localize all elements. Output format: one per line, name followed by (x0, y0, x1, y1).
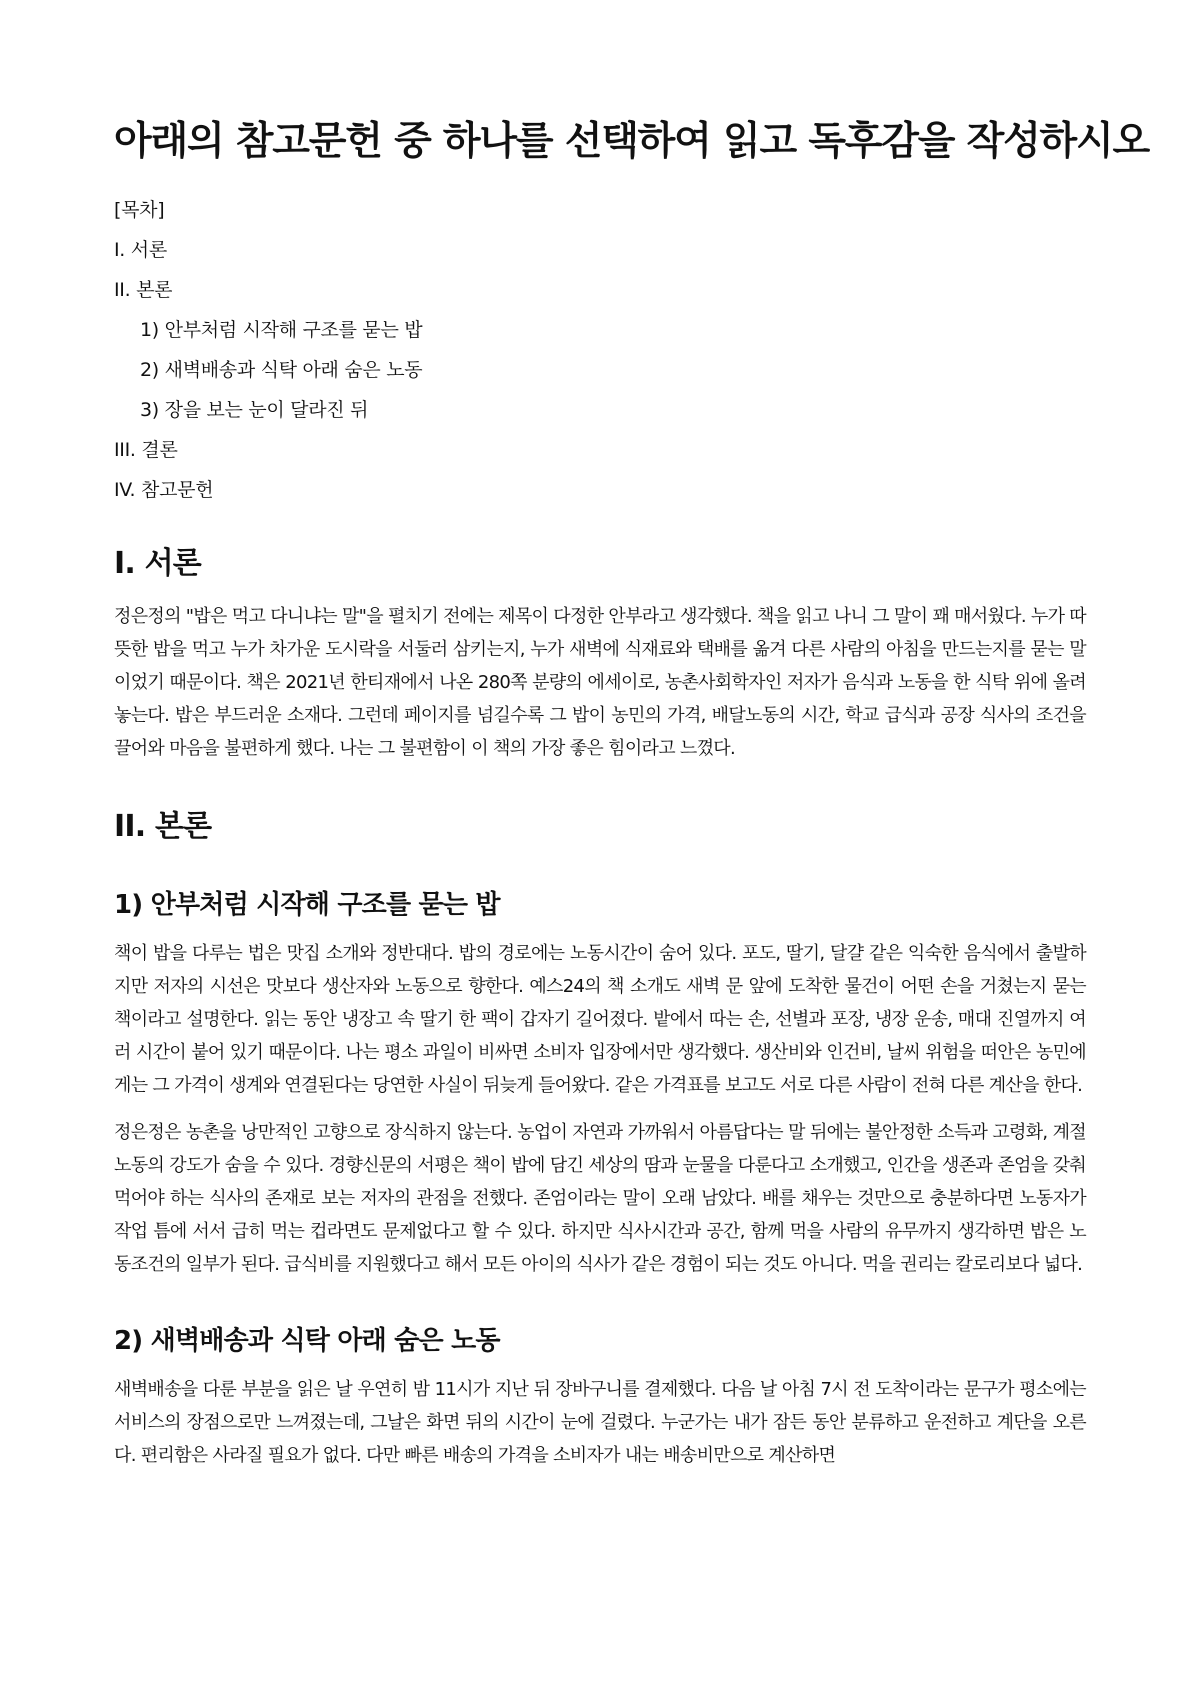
document-title: 아래의 참고문헌 중 하나를 선택하여 읽고 독후감을 작성하시오 (114, 119, 1149, 164)
table-of-contents (114, 198, 1086, 502)
toc-item-conclusion: III. 결론 (114, 439, 178, 461)
toc-heading: [목차] (114, 199, 165, 221)
body-paragraph: 책이 밥을 다루는 법은 맛집 소개와 정반대다. 밥의 경로에는 노동시간이 숨어 있다. 포도, 딸기, 달걀 같은 익숙한 음식에서 출발하지만 저자의 시선은 맛보다 생산자와 노동으로 향한다. 예스24의 책 소개도 새벽 문 앞에 도착한 물건이 어떤 손을 거쳤는지 묻는 책이라고 설명한다. 읽는 동안 냉장고 속 딸기 한 팩이 갑자기 길어졌다. 밭에서 따는 손, 선별과 포장, 냉장 운송, 매대 진열까지 여러 시간이 붙어 있기 때문이다. 나는 평소 과일이 비싸면 소비자 입장에서만 생각했다. 생산비와 인건비, 날씨 위험을 떠안은 농민에게는 그 가격이 생계와 연결된다는 당연한 사실이 뒤늦게 들어왔다. 같은 가격표를 보고도 서로 다른 사람이 전혀 다른 계산을 한다. (114, 943, 1086, 1096)
body-paragraph: 새벽배송을 다룬 부분을 읽은 날 우연히 밤 11시가 지난 뒤 장바구니를 결제했다. 다음 날 아침 7시 전 도착이라는 문구가 평소에는 서비스의 장점으로만 느껴졌는데, 그날은 화면 뒤의 시간이 눈에 걸렸다. 누군가는 내가 잠든 동안 분류하고 운전하고 계단을 오른다. 편리함은 사라질 필요가 없다. 다만 빠른 배송의 가격을 소비자가 내는 배송비만으로 계산하면 (114, 1379, 1086, 1466)
section-heading-body: II. 본론 (114, 809, 212, 844)
toc-item-intro: I. 서론 (114, 239, 167, 261)
body-paragraph: 정은정은 농촌을 낭만적인 고향으로 장식하지 않는다. 농업이 자연과 가까워서 아름답다는 말 뒤에는 불안정한 소득과 고령화, 계절노동의 강도가 숨을 수 있다. 경향신문의 서평은 책이 밥에 담긴 세상의 땀과 눈물을 다룬다고 소개했고, 인간을 생존과 존엄을 갖춰 먹어야 하는 식사의 존재로 보는 저자의 관점을 전했다. 존엄이라는 말이 오래 남았다. 배를 채우는 것만으로 충분하다면 노동자가 작업 틈에 서서 급히 먹는 컵라면도 문제없다고 할 수 있다. 하지만 식사시간과 공간, 함께 먹을 사람의 유무까지 생각하면 밥은 노동조건의 일부가 된다. 급식비를 지원했다고 해서 모든 아이의 식사가 같은 경험이 되는 것도 아니다. 먹을 권리는 칼로리보다 넓다. (114, 1122, 1086, 1275)
toc-item-body-3: 3) 장을 보는 눈이 달라진 뒤 (140, 399, 369, 421)
subsection-heading-1: 1) 안부처럼 시작해 구조를 묻는 밥 (114, 890, 500, 920)
section-heading-intro: I. 서론 (114, 546, 201, 581)
toc-item-body-1: 1) 안부처럼 시작해 구조를 묻는 밥 (140, 319, 423, 341)
toc-item-body: II. 본론 (114, 279, 173, 301)
subsection-heading-2: 2) 새벽배송과 식탁 아래 숨은 노동 (114, 1326, 500, 1356)
intro-paragraph: 정은정의 "밥은 먹고 다니냐는 말"을 펼치기 전에는 제목이 다정한 안부라고 생각했다. 책을 읽고 나니 그 말이 꽤 매서웠다. 누가 따뜻한 밥을 먹고 누가 차가운 도시락을 서둘러 삼키는지, 누가 새벽에 식재료와 택배를 옮겨 다른 사람의 아침을 만드는지를 묻는 말이었기 때문이다. 책은 2021년 한티재에서 나온 280쪽 분량의 에세이로, 농촌사회학자인 저자가 음식과 노동을 한 식탁 위에 올려놓는다. 밥은 부드러운 소재다. 그런데 페이지를 넘길수록 그 밥이 농민의 가격, 배달노동의 시간, 학교 급식과 공장 식사의 조건을 끌어와 마음을 불편하게 했다. 나는 그 불편함이 이 책의 가장 좋은 힘이라고 느꼈다. (114, 606, 1086, 759)
toc-item-references: IV. 참고문헌 (114, 479, 214, 501)
toc-item-body-2: 2) 새벽배송과 식탁 아래 숨은 노동 (140, 359, 423, 381)
